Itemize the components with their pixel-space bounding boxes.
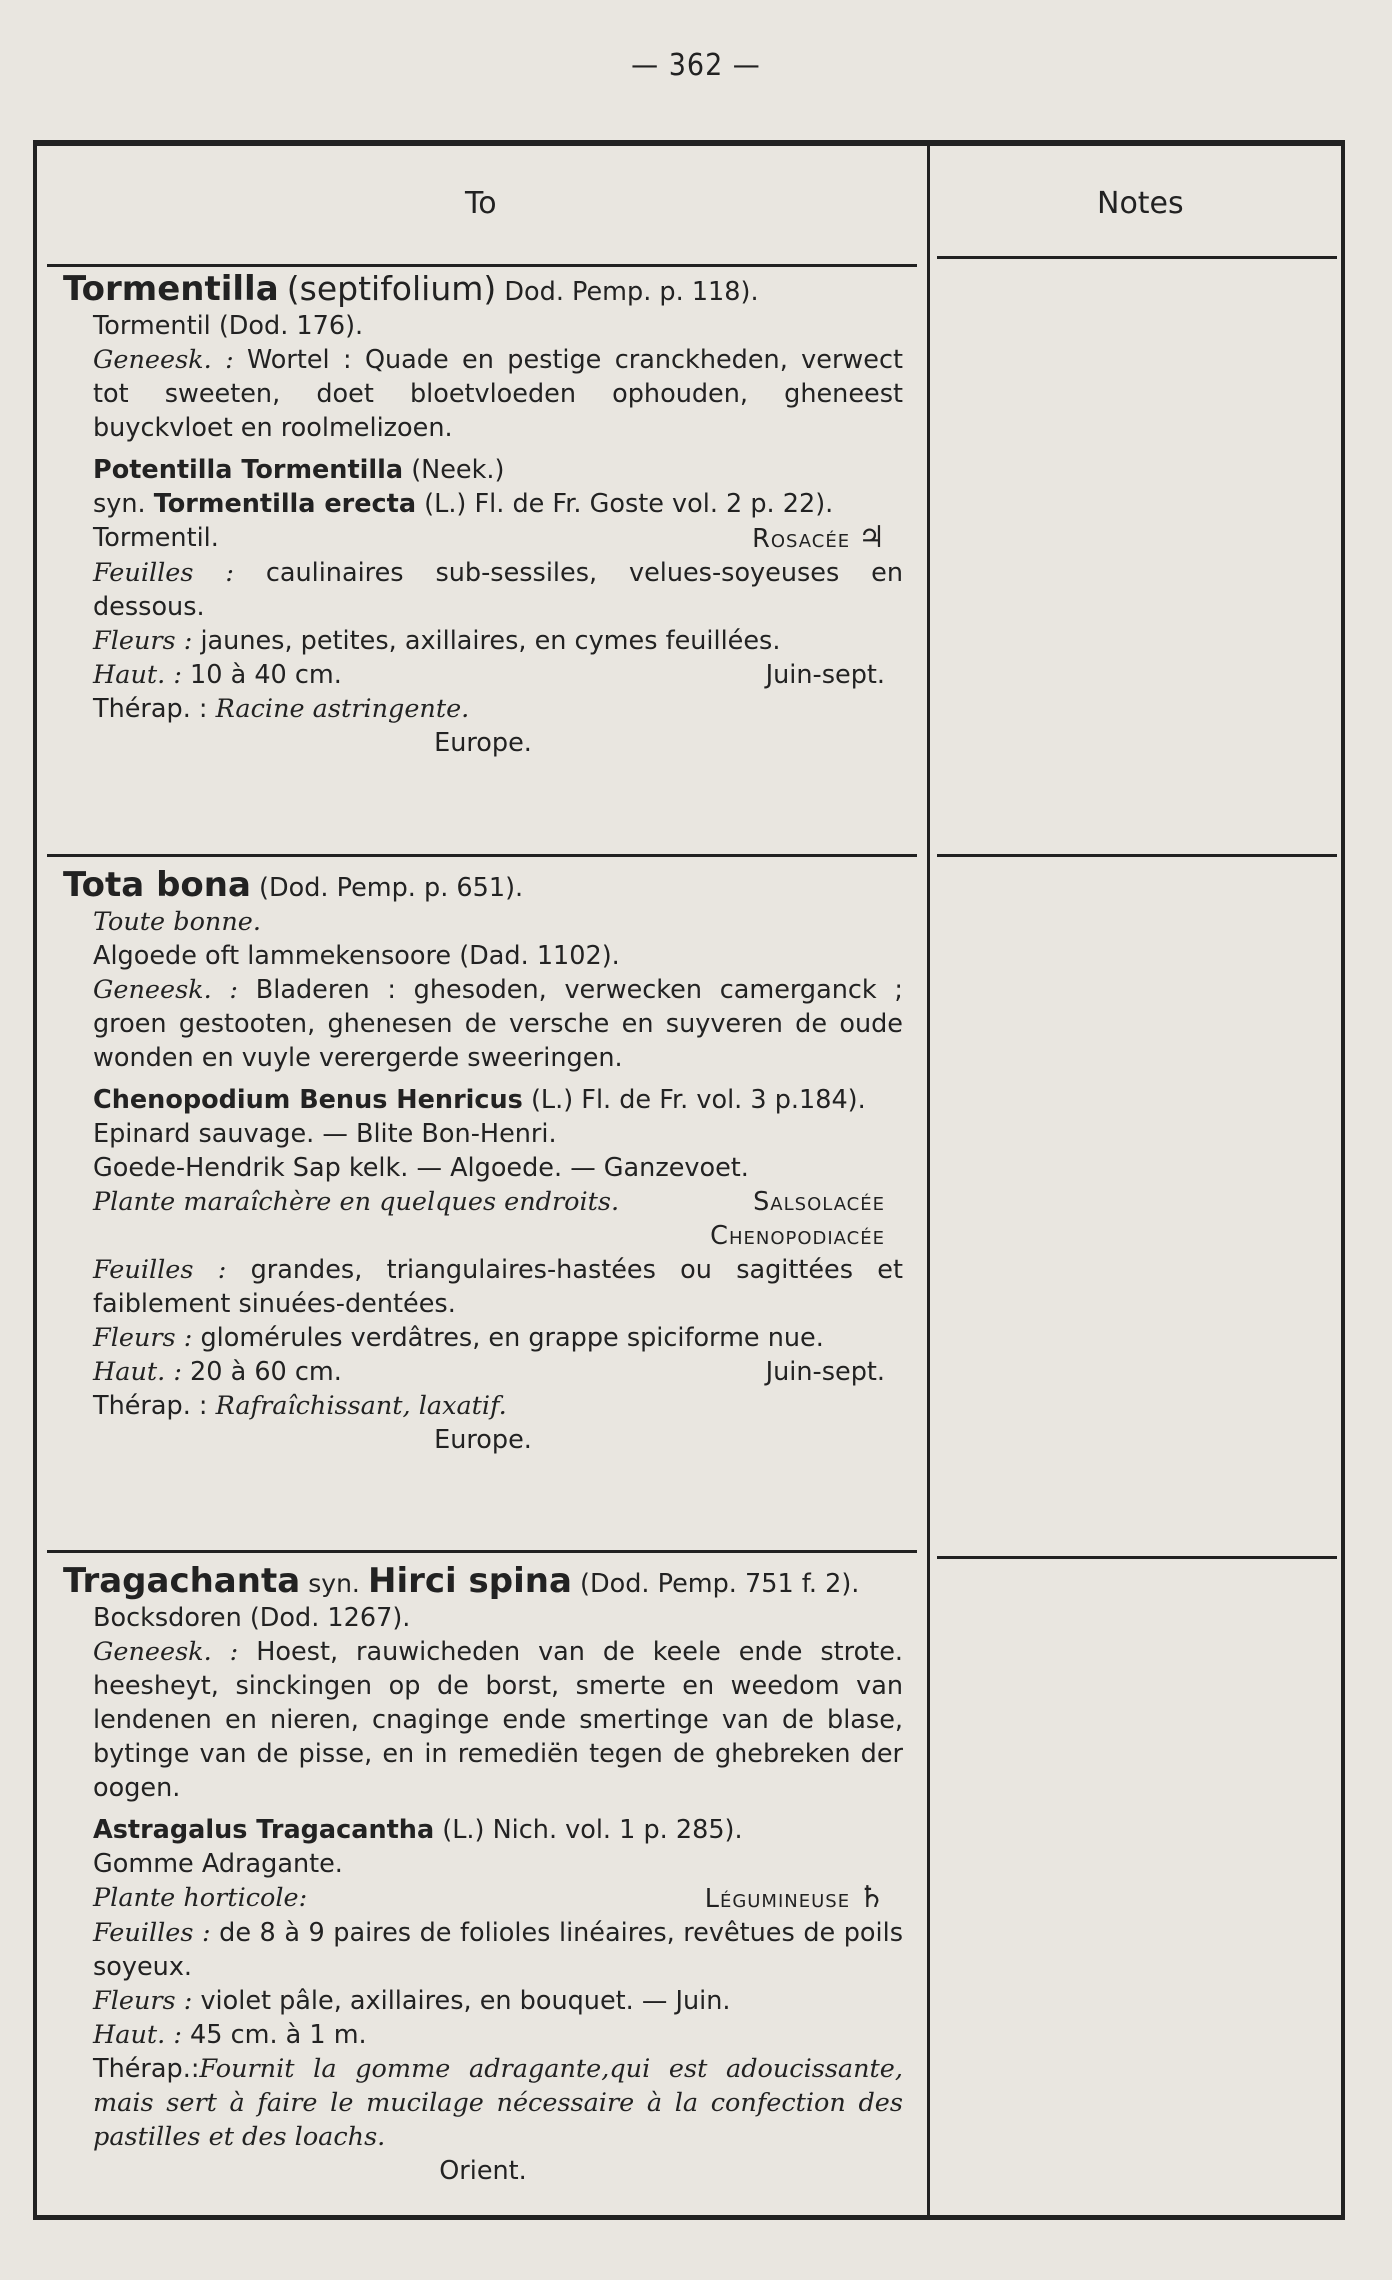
syn-rest: (L.) Fl. de Fr. Goste vol. 2 p. 22). (424, 489, 834, 519)
family-name: Salsolacée (753, 1187, 885, 1217)
scientific-rest: (L.) Fl. de Fr. vol. 3 p.184). (530, 1085, 866, 1115)
entry-tormentilla (63, 269, 903, 760)
flowering-period: Juin-sept. (765, 1357, 885, 1387)
header-rule-right (937, 256, 1337, 259)
entry-title: Tragachanta (63, 1561, 301, 1601)
entry-title: Tormentilla (63, 269, 279, 309)
region: Europe. (434, 728, 532, 758)
region: Europe. (434, 1425, 532, 1455)
syn-name: Tormentilla erecta (153, 489, 417, 519)
feuilles-text: caulinaires sub-sessiles, velues-soyeuses en dessous. (93, 558, 903, 622)
separator-1-right (937, 854, 1337, 857)
geneesk-text: Bladeren : ghesoden, verwecken camerganck ; groen gestooten, ghenesen de versche en suyveren de oude wonden en vuyle verergerde sweeringen. (93, 975, 903, 1073)
column-divider (927, 146, 930, 2215)
entry-title-extra: (septifolium) (286, 269, 497, 308)
haut-label: Haut. : (93, 2020, 182, 2050)
family-name: Rosacée (752, 524, 851, 554)
shrub-symbol: ♄ (858, 1880, 885, 1915)
region: Orient. (439, 2156, 527, 2186)
therap-label: Thérap.: (93, 2054, 200, 2084)
entry-reference: Dod. Pemp. p. 118). (504, 277, 759, 307)
geneesk-text: Hoest, rauwicheden van de keele ende strote. heesheyt, sinckingen op de borst, smerte en weedom van lendenen en nieren, cnaginge ende smertinge van de blase, bytinge van de pisse, en in remediën tegen de ghebreken der oogen. (93, 1637, 903, 1803)
page-number: — 362 — (631, 48, 761, 83)
feuilles-text: grandes, triangulaires-hastées ou sagittées et faiblement sinuées-dentées. (93, 1255, 903, 1319)
column-header-notes: Notes (1097, 186, 1184, 221)
geneesk-label: Geneesk. : (93, 1637, 239, 1667)
geneesk-text: Wortel : Quade en pestige cranckheden, verwect tot sweeten, doet bloetvloeden ophouden, gheneest buyckvloet en roolmelizoen. (93, 345, 903, 443)
separator-1-left (47, 854, 917, 857)
scientific-name: Potentilla Tormentilla (93, 455, 404, 485)
therap-text: Racine astringente. (215, 694, 470, 724)
feuilles-label: Feuilles : (93, 1918, 211, 1948)
separator-2-right (937, 1556, 1337, 1559)
fleurs-text: glomérules verdâtres, en grappe spiciforme nue. (200, 1323, 824, 1353)
entry-tragachanta (63, 1561, 903, 2188)
column-header-to: To (465, 186, 497, 221)
haut-label: Haut. : (93, 1357, 182, 1387)
separator-2-left (47, 1550, 917, 1553)
entry-reference: (Dod. Pemp. 751 f. 2). (580, 1569, 860, 1599)
syn-label: syn. (93, 489, 146, 519)
header-rule-left (47, 264, 917, 267)
therap-text: Rafraîchissant, laxatif. (215, 1391, 507, 1421)
feuilles-label: Feuilles : (93, 558, 234, 588)
entry-syn: syn. (308, 1569, 360, 1598)
vernacular-line: Tormentil (Dod. 176). (93, 311, 364, 341)
entry-reference: (Dod. Pemp. p. 651). (259, 873, 524, 903)
french-name: Epinard sauvage. — Blite Bon-Henri. (93, 1119, 557, 1149)
haut-text: 20 à 60 cm. (190, 1357, 342, 1387)
therap-label: Thérap. : (93, 694, 208, 724)
scientific-name: Chenopodium Benus Henricus (93, 1085, 523, 1115)
plante-note: Plante maraîchère en quelques endroits. (93, 1187, 620, 1217)
fleurs-label: Fleurs : (93, 1986, 193, 2016)
dutch-names: Goede-Hendrik Sap kelk. — Algoede. — Ganzevoet. (93, 1153, 749, 1183)
flowering-period: Juin-sept. (765, 660, 885, 690)
family-name: Légumineuse (704, 1884, 851, 1914)
vernacular-line: Bocksdoren (Dod. 1267). (93, 1603, 411, 1633)
geneesk-label: Geneesk. : (93, 975, 239, 1005)
haut-text: 45 cm. à 1 m. (190, 2020, 367, 2050)
therap-label: Thérap. : (93, 1391, 208, 1421)
french-name: Gomme Adragante. (93, 1849, 343, 1879)
therap-text: Fournit la gomme adragante,qui est adoucissante, mais sert à faire le mucilage nécessaire à la confection des pastilles et des loachs. (93, 2054, 903, 2152)
haut-label: Haut. : (93, 660, 182, 690)
entry-title-alt: Hirci spina (368, 1561, 572, 1601)
family-name-alt: Chenopodiacée (710, 1221, 885, 1251)
geneesk-label: Geneesk. : (93, 345, 234, 375)
perennial-symbol: ♃ (858, 520, 885, 555)
latin-line: Toute bonne. (93, 907, 261, 937)
haut-text: 10 à 40 cm. (190, 660, 342, 690)
scientific-name: Astragalus Tragacantha (93, 1815, 435, 1845)
scientific-rest: (L.) Nich. vol. 1 p. 285). (442, 1815, 743, 1845)
feuilles-text: de 8 à 9 paires de folioles linéaires, revêtues de poils soyeux. (93, 1918, 903, 1982)
plante-note: Plante horticole: (93, 1883, 308, 1913)
vernacular-line: Algoede oft lammekensoore (Dad. 1102). (93, 941, 620, 971)
scientific-author: (Neek.) (411, 455, 505, 485)
fleurs-label: Fleurs : (93, 626, 193, 656)
fleurs-text: violet pâle, axillaires, en bouquet. — Juin. (200, 1986, 731, 2016)
table-frame (33, 140, 1345, 2220)
feuilles-label: Feuilles : (93, 1255, 227, 1285)
fleurs-text: jaunes, petites, axillaires, en cymes feuillées. (200, 626, 781, 656)
entry-tota-bona (63, 865, 903, 1457)
entry-title: Tota bona (63, 865, 251, 905)
french-name: Tormentil. (93, 523, 219, 553)
fleurs-label: Fleurs : (93, 1323, 193, 1353)
